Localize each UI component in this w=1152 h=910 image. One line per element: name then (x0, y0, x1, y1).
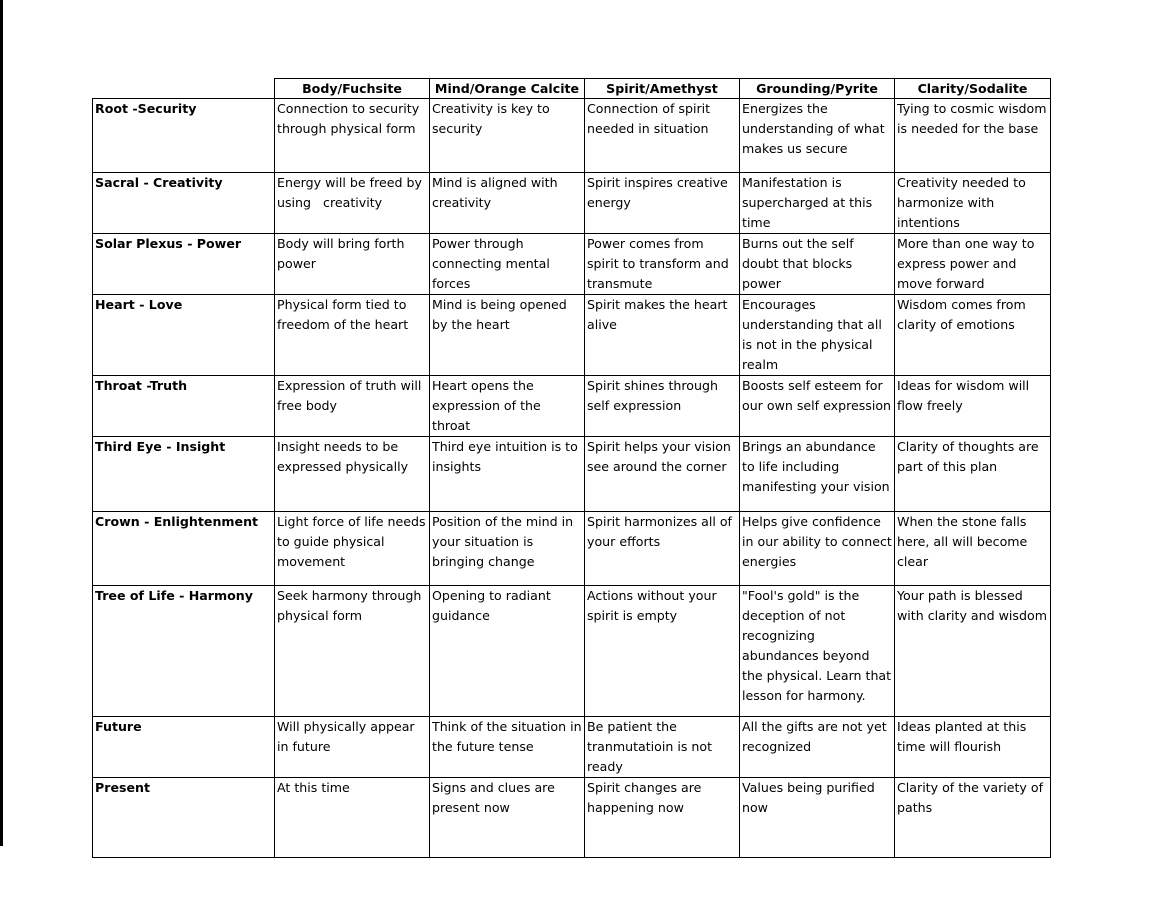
table-cell (895, 99, 1051, 173)
cell-text: Creativity is key to security (432, 101, 550, 136)
cell-text: Helps give confidence in our ability to connect energies (742, 514, 892, 569)
cell-text: More than one way to express power and move forward (897, 236, 1035, 291)
table-row (93, 173, 1051, 234)
cell-text: Creativity needed to harmonize with intentions (897, 175, 1026, 230)
row-label: Tree of Life - Harmony (93, 586, 275, 717)
cell-text: Spirit shines through self expression (587, 378, 718, 413)
table-cell (895, 586, 1051, 717)
column-header-body: Body/Fuchsite (275, 79, 430, 99)
table-cell (895, 778, 1051, 858)
row-label: Present (93, 778, 275, 858)
cell-text: Energizes the understanding of what makes us secure (742, 101, 885, 156)
table-cell (430, 586, 585, 717)
table-cell (430, 512, 585, 586)
table-cell (740, 586, 895, 717)
table-row (93, 586, 1051, 717)
header-corner (93, 79, 275, 99)
row-label: Crown - Enlightenment (93, 512, 275, 586)
table-cell (430, 376, 585, 437)
table-cell (895, 437, 1051, 512)
cell-text: Heart opens the expression of the throat (432, 378, 541, 433)
table-cell (275, 173, 430, 234)
cell-text: Values being purified now (742, 780, 875, 815)
table-cell (585, 234, 740, 295)
cell-text: Expression of truth will free body (277, 378, 422, 413)
cell-text: Encourages understanding that all is not in the physical realm (742, 297, 882, 372)
row-label: Heart - Love (93, 295, 275, 376)
cell-text: Will physically appear in future (277, 719, 415, 754)
table-cell (275, 295, 430, 376)
table-cell (895, 376, 1051, 437)
cell-text: Opening to radiant guidance (432, 588, 551, 623)
table-cell (275, 586, 430, 717)
cell-text: Position of the mind in your situation is bringing change (432, 514, 574, 569)
table-cell (585, 717, 740, 778)
cell-text: Tying to cosmic wisdom is needed for the base (897, 101, 1047, 136)
cell-text: Mind is aligned with creativity (432, 175, 558, 210)
cell-text: Ideas for wisdom will flow freely (897, 378, 1030, 413)
cell-text: Think of the situation in the future tense (432, 719, 582, 754)
table-row (93, 512, 1051, 586)
table-cell (585, 376, 740, 437)
cell-text: Third eye intuition is to insights (432, 439, 578, 474)
table-cell (430, 717, 585, 778)
table-cell (275, 512, 430, 586)
table-cell (585, 586, 740, 717)
table-row (93, 437, 1051, 512)
cell-text: Manifestation is supercharged at this time (742, 175, 873, 230)
cell-text: Wisdom comes from clarity of emotions (897, 297, 1026, 332)
table-cell (430, 295, 585, 376)
table-cell (895, 295, 1051, 376)
table-cell (740, 99, 895, 173)
table-cell (275, 778, 430, 858)
table-cell (430, 234, 585, 295)
cell-text: Power through connecting mental forces (432, 236, 550, 291)
table-cell (275, 717, 430, 778)
cell-text: Actions without your spirit is empty (587, 588, 717, 623)
table-row (93, 717, 1051, 778)
table-cell (740, 437, 895, 512)
table-cell (275, 437, 430, 512)
table-cell (585, 437, 740, 512)
table-cell (740, 295, 895, 376)
table-cell (895, 512, 1051, 586)
cell-text: Clarity of thoughts are part of this plan (897, 439, 1039, 474)
table-cell (895, 717, 1051, 778)
cell-text: "Fool's gold" is the deception of not recognizing abundances beyond the physical. Learn that lesson for harmony. (742, 588, 892, 703)
table-cell (895, 173, 1051, 234)
row-label: Sacral - Creativity (93, 173, 275, 234)
cell-text: Seek harmony through physical form (277, 588, 422, 623)
row-label: Third Eye - Insight (93, 437, 275, 512)
header-row (93, 79, 1051, 99)
cell-text: All the gifts are not yet recognized (742, 719, 887, 754)
cell-text: Brings an abundance to life including manifesting your vision (742, 439, 890, 494)
cell-text: Burns out the self doubt that blocks power (742, 236, 854, 291)
cell-text: Spirit harmonizes all of your efforts (587, 514, 732, 549)
cell-text: Be patient the tranmutatioin is not ready (587, 719, 713, 774)
column-header-mind: Mind/Orange Calcite (430, 79, 585, 99)
table-cell (740, 173, 895, 234)
row-label: Root -Security (93, 99, 275, 173)
table-cell (275, 99, 430, 173)
cell-text: Spirit inspires creative energy (587, 175, 728, 210)
cell-text: Power comes from spirit to transform and transmute (587, 236, 729, 291)
crystal-chakra-table (92, 78, 1051, 858)
page-left-border (0, 0, 3, 846)
cell-text: Physical form tied to freedom of the heart (277, 297, 409, 332)
table-cell (585, 295, 740, 376)
table-row (93, 778, 1051, 858)
row-label: Future (93, 717, 275, 778)
table-cell (430, 778, 585, 858)
table-cell (585, 512, 740, 586)
table-row (93, 295, 1051, 376)
table-cell (430, 99, 585, 173)
row-label: Throat -Truth (93, 376, 275, 437)
table-row (93, 99, 1051, 173)
cell-text: Connection to security through physical form (277, 101, 420, 136)
cell-text: Boosts self esteem for our own self expression (742, 378, 892, 413)
row-label: Solar Plexus - Power (93, 234, 275, 295)
column-header-spirit: Spirit/Amethyst (585, 79, 740, 99)
cell-text: Ideas planted at this time will flourish (897, 719, 1027, 754)
cell-text: When the stone falls here, all will become clear (897, 514, 1028, 569)
table-cell (430, 173, 585, 234)
table-cell (740, 778, 895, 858)
table-row (93, 376, 1051, 437)
table-cell (275, 234, 430, 295)
table-row (93, 234, 1051, 295)
cell-text: Body will bring forth power (277, 236, 405, 271)
table-cell (275, 376, 430, 437)
table-cell (430, 437, 585, 512)
column-header-grounding: Grounding/Pyrite (740, 79, 895, 99)
cell-text: Light force of life needs to guide physical movement (277, 514, 426, 569)
cell-text: Spirit makes the heart alive (587, 297, 728, 332)
cell-text: Spirit changes are happening now (587, 780, 702, 815)
table-cell (740, 717, 895, 778)
table-cell (895, 234, 1051, 295)
table-cell (585, 778, 740, 858)
table-cell (585, 99, 740, 173)
table-cell (740, 512, 895, 586)
cell-text: Spirit helps your vision see around the corner (587, 439, 731, 474)
table-cell (740, 234, 895, 295)
cell-text: Connection of spirit needed in situation (587, 101, 711, 136)
cell-text: Mind is being opened by the heart (432, 297, 567, 332)
column-header-clarity: Clarity/Sodalite (895, 79, 1051, 99)
cell-text: Signs and clues are present now (432, 780, 555, 815)
cell-text: Energy will be freed by using creativity (277, 175, 422, 210)
table-cell (585, 173, 740, 234)
cell-text: Insight needs to be expressed physically (277, 439, 409, 474)
cell-text: Clarity of the variety of paths (897, 780, 1044, 815)
cell-text: At this time (277, 780, 350, 795)
table-cell (740, 376, 895, 437)
cell-text: Your path is blessed with clarity and wisdom (897, 588, 1047, 623)
